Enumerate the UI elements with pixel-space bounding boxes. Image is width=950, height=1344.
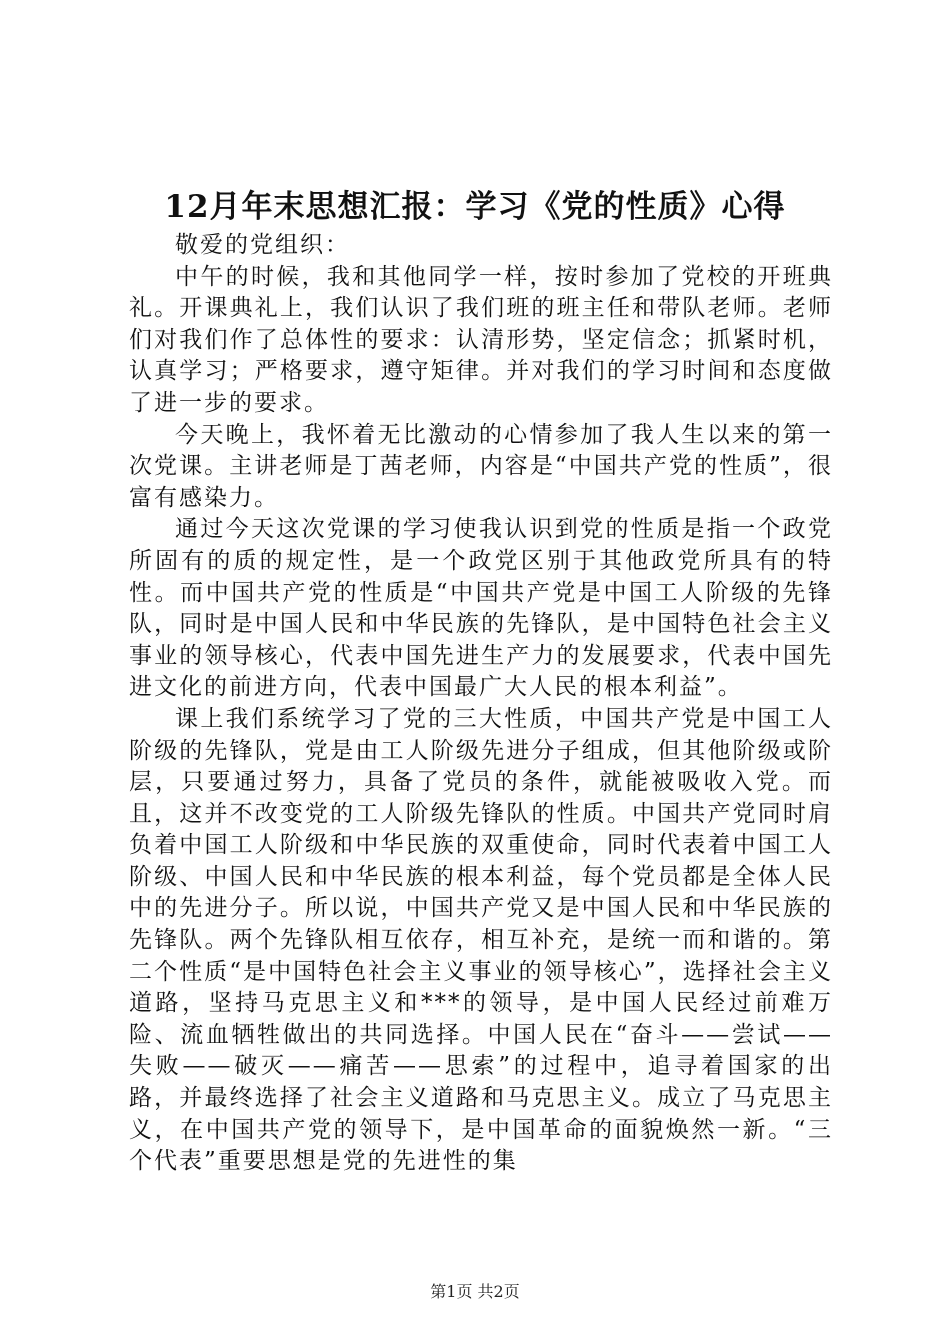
salutation: 敬爱的党组织： — [175, 232, 350, 258]
page-number-footer: 第1页 共2页 — [430, 1282, 520, 1301]
paragraph-2: 今天晚上，我怀着无比激动的心情参加了我人生以来的第一次党课。主讲老师是丁茜老师，内容是“中国共产党的性质”，很富有感染力。 — [129, 421, 833, 511]
paragraph-3: 通过今天这次党课的学习使我认识到党的性质是指一个政党所固有的质的规定性，是一个政党区别于其他政党所具有的特性。而中国共产党的性质是“中国共产党是中国工人阶级的先锋队，同时是中国人民和中华民族的先锋队，是中国特色社会主义事业的领导核心，代表中国先进生产力的发展要求，代表中国先进文化的前进方向，代表中国最广大人民的根本利益”。 — [129, 516, 833, 701]
document-body — [129, 230, 833, 1178]
paragraph-4: 课上我们系统学习了党的三大性质，中国共产党是中国工人阶级的先锋队，党是由工人阶级先进分子组成，但其他阶级或阶层，只要通过努力，具备了党员的条件，就能被吸收入党。而且，这并不改变党的工人阶级先锋队的性质。中国共产党同时肩负着中国工人阶级和中华民族的双重使命，同时代表着中国工人阶级、中国人民和中华民族的根本利益，每个党员都是全体人民中的先进分子。所以说，中国共产党又是中国人民和中华民族的先锋队。两个先锋队相互依存，相互补充，是统一而和谐的。第二个性质“是中国特色社会主义事业的领导核心”，选择社会主义道路，坚持马克思主义和***的领导，是中国人民经过前难万险、流血牺牲做出的共同选择。中国人民在“奋斗——尝试——失败——破灭——痛苦——思索”的过程中，追寻着国家的出路，并最终选择了社会主义道路和马克思主义。成立了马克思主义，在中国共产党的领导下，是中国革命的面貌焕然一新。“三个代表”重要思想是党的先进性的集 — [129, 705, 833, 1175]
document-title: 12月年末思想汇报：学习《党的性质》心得 — [164, 189, 786, 225]
paragraph-1: 中午的时候，我和其他同学一样，按时参加了党校的开班典礼。开课典礼上，我们认识了我们班的班主任和带队老师。老师们对我们作了总体性的要求：认清形势，坚定信念；抓紧时机，认真学习；严格要求，遵守矩律。并对我们的学习时间和态度做了进一步的要求。 — [129, 263, 833, 416]
